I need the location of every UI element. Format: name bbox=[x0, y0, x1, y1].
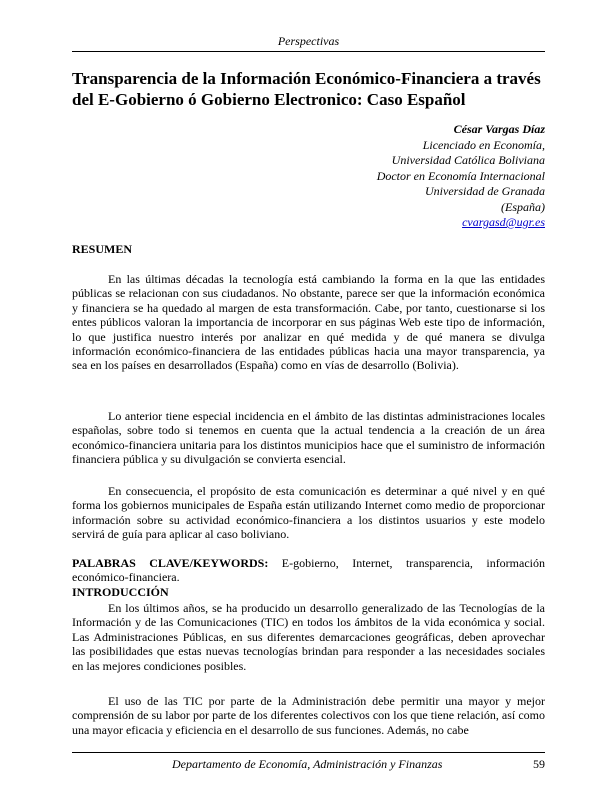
footer-rule bbox=[72, 752, 545, 753]
intro-paragraph: En los últimos años, se ha producido un desarrollo generalizado de las Tecnologías de la Información y de las Comunicaciones (TIC) en todos los ámbitos de la vida económica y social. Las Administraciones Públicas, en sus diferentes demarcaciones geográficas, deben aprovechar las posibilidades que estas nuevas tecnologías brindan para responder a las necesidades sociales en las mejores condiciones posibles. bbox=[72, 601, 545, 673]
keywords-text: E-gobierno, Internet, transparencia, información económico-financiera. bbox=[72, 556, 546, 585]
author-affiliation-line: Doctor en Economía Internacional bbox=[376, 168, 545, 183]
keywords-paragraph bbox=[72, 556, 545, 585]
resumen-heading: RESUMEN bbox=[72, 242, 133, 256]
page-number: 59 bbox=[533, 757, 545, 771]
header-rule bbox=[72, 51, 545, 52]
author-affiliation-line: (España) bbox=[501, 199, 545, 214]
resumen-paragraph: Lo anterior tiene especial incidencia en el ámbito de las distintas administraciones locales españolas, sobre todo si tenemos en cuenta que la actual tendencia a la creación de un área económico-financiera unitaria para los distintos municipios hace que el suministro de información financiera pública y su divulgación se convierta esencial. bbox=[72, 409, 545, 467]
keywords-label: PALABRAS CLAVE/KEYWORDS: bbox=[72, 556, 269, 570]
running-header: Perspectivas bbox=[277, 34, 340, 48]
author-affiliation-line: Universidad Católica Boliviana bbox=[391, 153, 545, 167]
resumen-paragraph: En las últimas décadas la tecnología está cambiando la forma en la que las entidades públicas se relacionan con sus ciudadanos. No obstante, parece ser que la información económica y financiera se ha quedado al margen de esta transformación. Cabe, por tanto, cuestionarse si los entes públicos valoran la importancia de incorporar en sus páginas Web este tipo de información, lo que justifica nuestro interés por analizar en qué medida y de qué manera se divulga información económico-financiera de las entidades públicas hacia una mayor transparencia, ya sea en los países en desarrollados (España) como en vías de desarrollo (Bolivia). bbox=[72, 272, 545, 373]
footer-department: Departamento de Economía, Administración y Finanzas bbox=[172, 757, 443, 771]
intro-paragraph: El uso de las TIC por parte de la Administración debe permitir una mayor y mejor comprensión de su labor por parte de los diferentes colectivos con los que tiene relación, así como una mayor eficacia y eficiencia en el desarrollo de sus funciones. Además, no cabe bbox=[72, 694, 545, 737]
author-affiliation-line: Universidad de Granada bbox=[425, 184, 545, 198]
author-affiliation-line: Licenciado en Economía, bbox=[422, 137, 545, 152]
intro-heading: INTRODUCCIÓN bbox=[72, 585, 169, 599]
resumen-paragraph: En consecuencia, el propósito de esta comunicación es determinar a qué nivel y en qué forma los gobiernos municipales de España están utilizando Internet como medio de proporcionar información sobre su actividad económico-financiera a los distintos usuarios y este modelo servirá de guía para aplicar al caso boliviano. bbox=[72, 484, 545, 542]
author-email-link[interactable]: cvargasd@ugr.es bbox=[462, 215, 545, 229]
author-block bbox=[300, 122, 545, 231]
author-name: César Vargas Díaz bbox=[453, 122, 545, 136]
article-title: Transparencia de la Información Económico-Financiera a través del E-Gobierno ó Gobierno Electronico: Caso Español bbox=[72, 69, 541, 109]
